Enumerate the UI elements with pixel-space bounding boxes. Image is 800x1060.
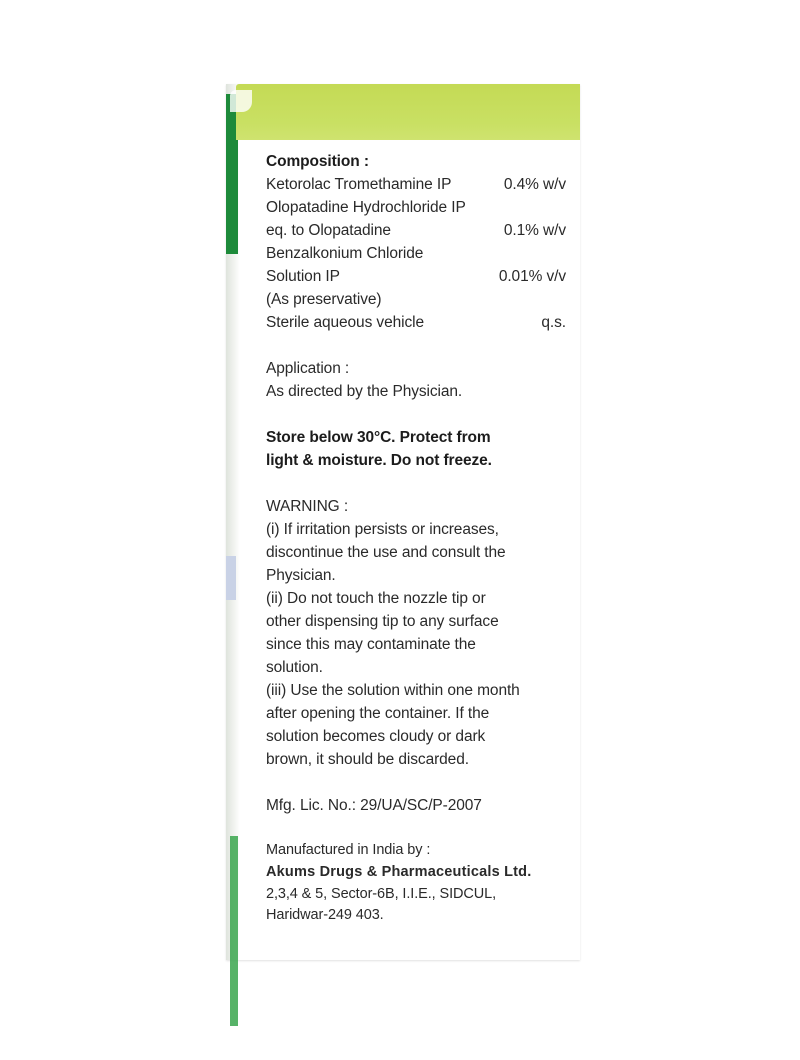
ingredient-name: Ketorolac Tromethamine IP (266, 176, 452, 193)
application-text: As directed by the Physician. (266, 383, 463, 400)
warning-line: discontinue the use and consult the (266, 544, 506, 561)
label-text-block (266, 150, 566, 926)
ingredient-name: Benzalkonium Chloride (266, 245, 424, 262)
manufactured-by-label: Manufactured in India by : (266, 842, 431, 858)
manufacturer-address-2: Haridwar-249 403. (266, 907, 384, 923)
warning-line: (iii) Use the solution within one month (266, 682, 520, 699)
medicine-carton (226, 84, 580, 960)
ingredient-row (266, 288, 566, 311)
storage-line-2: light & moisture. Do not freeze. (266, 452, 492, 469)
carton-top-green-band (236, 84, 580, 140)
ingredient-name: Solution IP (266, 268, 340, 285)
ingredient-row (266, 311, 566, 334)
manufacturer-name: Akums Drugs & Pharmaceuticals Ltd. (266, 864, 532, 880)
carton-side-green-stripe-lower (230, 836, 238, 1026)
ingredient-name: Olopatadine Hydrochloride IP (266, 199, 466, 216)
application-heading: Application : (266, 360, 350, 377)
ingredient-amount: 0.4% w/v (503, 176, 566, 193)
ingredient-row (266, 173, 566, 196)
composition-heading: Composition : (266, 153, 369, 170)
ingredient-amount: 0.01% v/v (498, 268, 566, 285)
warning-line: after opening the container. If the (266, 705, 490, 722)
ingredient-name: eq. to Olopatadine (266, 222, 391, 239)
warning-line: since this may contaminate the (266, 636, 476, 653)
warning-line: solution. (266, 659, 323, 676)
ingredient-row (266, 219, 566, 242)
ingredient-name: Sterile aqueous vehicle (266, 314, 424, 331)
manufacturing-license: Mfg. Lic. No.: 29/UA/SC/P-2007 (266, 797, 482, 814)
warning-line: Physician. (266, 567, 336, 584)
warning-line: other dispensing tip to any surface (266, 613, 499, 630)
warning-heading: WARNING : (266, 498, 349, 515)
manufacturer-address-1: 2,3,4 & 5, Sector-6B, I.I.E., SIDCUL, (266, 886, 497, 902)
carton-side-mark (226, 556, 236, 600)
ingredient-amount: 0.1% w/v (503, 222, 566, 239)
ingredient-row (266, 196, 566, 219)
ingredient-name: (As preservative) (266, 291, 382, 308)
carton-top-corner-fold (230, 90, 252, 112)
ingredient-amount: q.s. (541, 314, 566, 331)
warning-line: solution becomes cloudy or dark (266, 728, 486, 745)
ingredient-row (266, 265, 566, 288)
warning-line: brown, it should be discarded. (266, 751, 469, 768)
warning-line: (ii) Do not touch the nozzle tip or (266, 590, 486, 607)
ingredient-row (266, 242, 566, 265)
warning-line: (i) If irritation persists or increases, (266, 521, 499, 538)
storage-line-1: Store below 30°C. Protect from (266, 429, 491, 446)
